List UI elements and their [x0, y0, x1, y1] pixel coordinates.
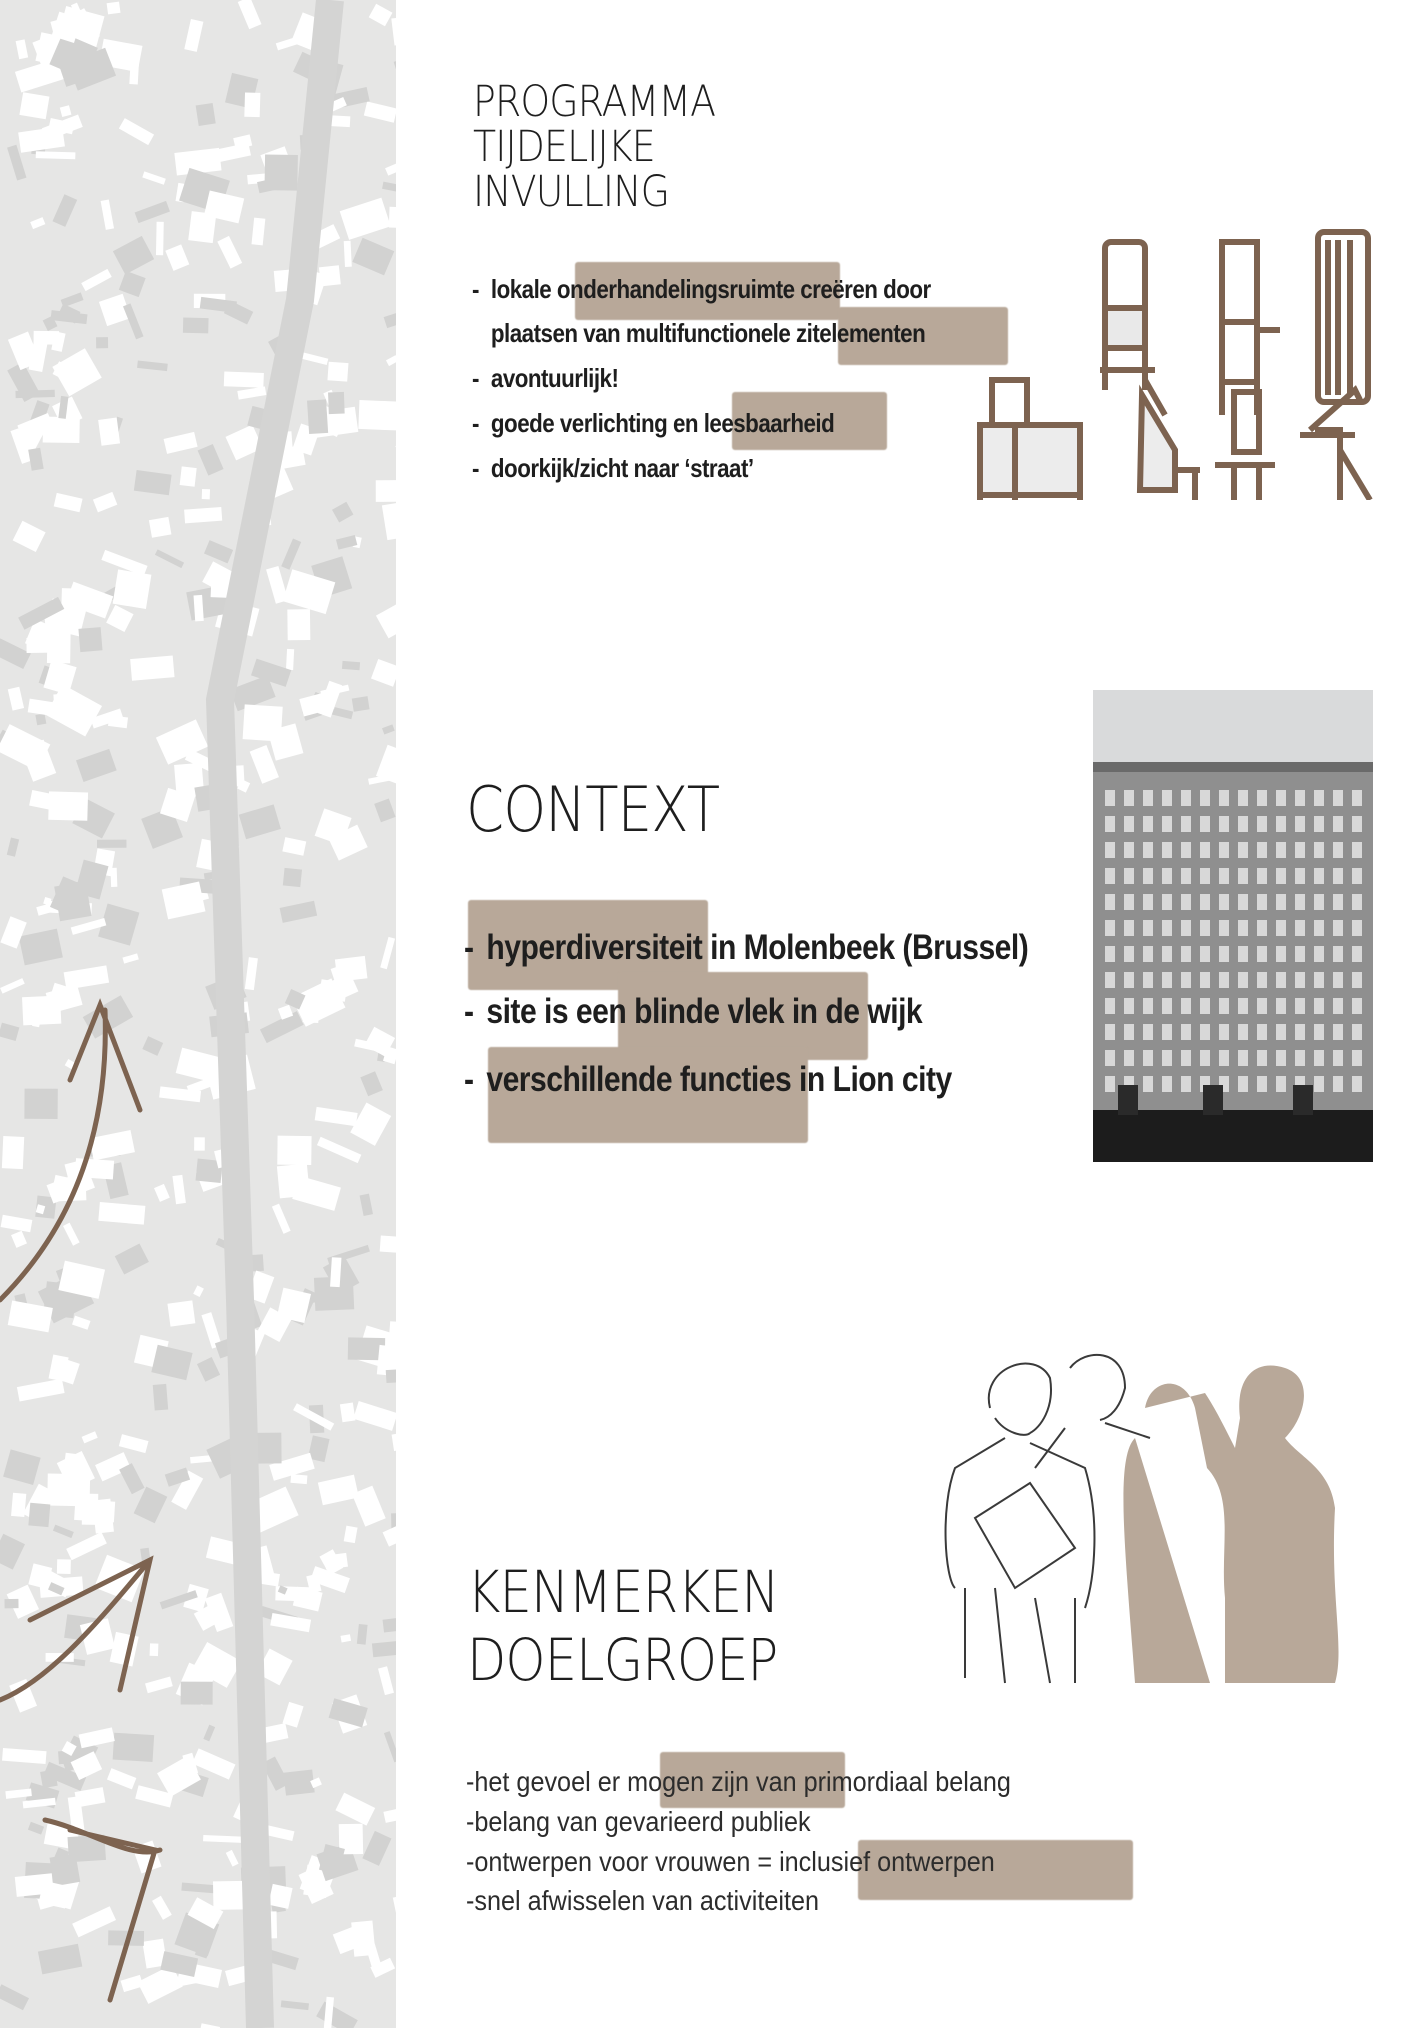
- bullet-item: [472, 274, 931, 305]
- bullet-dash: -: [466, 1885, 475, 1916]
- doelgroep-title: [467, 1558, 779, 1694]
- bullet-dash: -: [464, 928, 474, 967]
- title-line: DOELGROEP: [467, 1626, 778, 1694]
- bullet-text: het gevoel er mogen zijn van primordiaal belang: [474, 1766, 1011, 1797]
- bullet-dash: -: [472, 363, 479, 393]
- bullet-text: doorkijk/zicht naar ‘straat’: [490, 453, 754, 483]
- bullet-dash: -: [466, 1766, 475, 1797]
- building-photo: [1093, 690, 1373, 1162]
- bullet-dash: -: [466, 1846, 475, 1877]
- bullet-item: [464, 1060, 952, 1100]
- bullet-item: [472, 363, 618, 394]
- arrow-icon: [0, 1005, 140, 1300]
- chair-icon: [1140, 395, 1200, 500]
- bullet-item: [472, 408, 834, 439]
- people-line-drawing: [935, 1348, 1345, 1693]
- chair-icon: [980, 380, 1080, 500]
- bullet-text: ontwerpen voor vrouwen = inclusief ontwerpen: [474, 1846, 995, 1877]
- bullet-item: [464, 928, 1028, 968]
- bullet-text: avontuurlijk!: [490, 363, 619, 393]
- title-line: TIJDELIJKE: [473, 122, 655, 172]
- bullet-text: hyperdiversiteit in Molenbeek (Brussel): [486, 928, 1029, 967]
- bullet-item: [466, 1766, 1011, 1798]
- bullet-text: plaatsen van multifunctionele zitelementen: [490, 318, 926, 348]
- title-line: KENMERKEN: [467, 1558, 779, 1626]
- bullet-text: snel afwisselen van activiteiten: [474, 1885, 819, 1916]
- bullet-item: [466, 1846, 995, 1878]
- bullet-dash: -: [464, 1060, 474, 1099]
- bullet-dash: -: [472, 408, 479, 438]
- title-line: PROGRAMMA: [473, 77, 716, 127]
- bullet-text: lokale onderhandelingsruimte creëren door: [490, 274, 931, 304]
- bullet-item: [464, 992, 922, 1032]
- chair-elements-icons: [960, 220, 1400, 500]
- chair-icon: [1300, 390, 1370, 500]
- bullet-item: [472, 453, 754, 484]
- bullet-item: [472, 318, 925, 349]
- bullet-text: belang van gevarieerd publiek: [474, 1806, 811, 1837]
- bullet-dash: -: [472, 453, 479, 483]
- arrow-icon: [0, 1560, 150, 1700]
- chair-icon: [1100, 242, 1165, 415]
- title-line: INVULLING: [473, 167, 670, 217]
- bullet-item: [466, 1806, 811, 1838]
- bullet-dash: -: [472, 274, 479, 304]
- bullet-text: goede verlichting en leesbaarheid: [490, 408, 835, 438]
- bullet-dash: -: [464, 992, 474, 1031]
- programma-title: [473, 77, 716, 217]
- chair-icon: [1318, 232, 1368, 402]
- context-title: CONTEXT: [466, 773, 720, 846]
- bullet-text: verschillende functies in Lion city: [486, 1060, 952, 1099]
- bullet-dash: -: [466, 1806, 475, 1837]
- arrow-decorations: [0, 0, 396, 2028]
- bullet-item: [466, 1885, 819, 1917]
- arrow-icon: [45, 1820, 160, 2000]
- bullet-text: site is een blinde vlek in de wijk: [486, 992, 923, 1031]
